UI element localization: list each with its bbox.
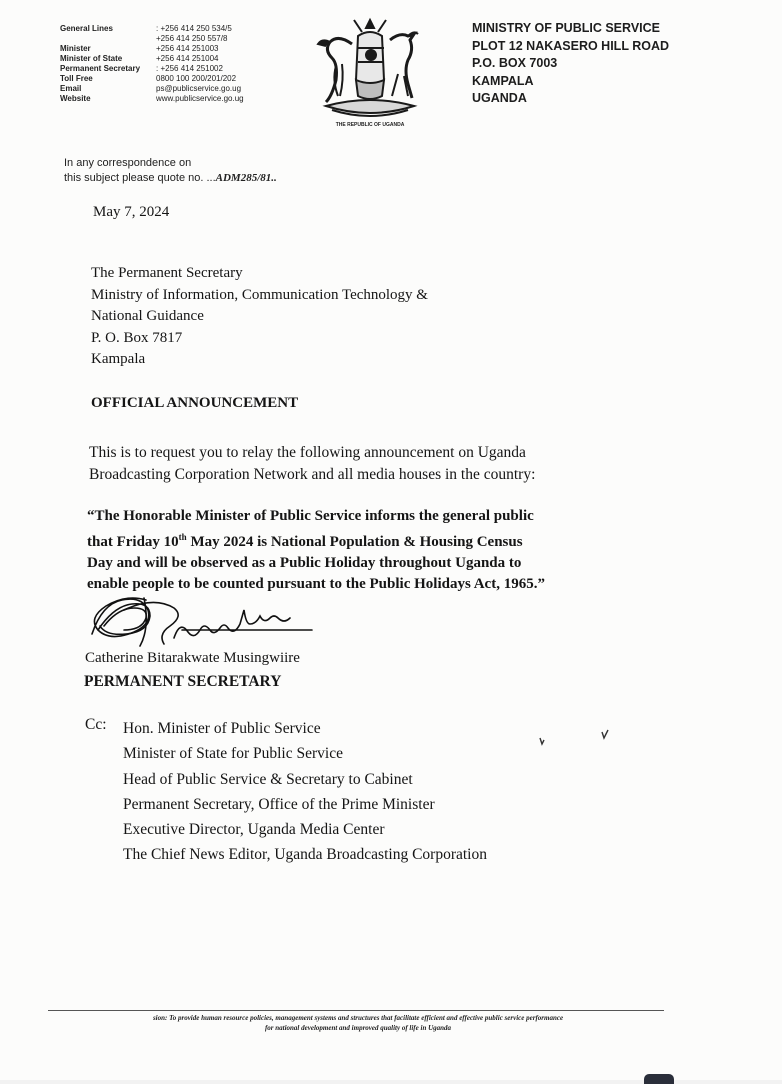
cc-label: Cc: — [85, 716, 107, 733]
quote-line: that Friday 10th May 2024 is National Population & Housing Census — [87, 532, 523, 550]
check-mark-icon — [536, 728, 616, 748]
recipient-line: National Guidance — [91, 308, 204, 324]
handwritten-signature — [84, 590, 324, 652]
ministry-address — [472, 20, 669, 108]
cc-list — [123, 716, 487, 868]
request-line: This is to request you to relay the following announcement on Uganda — [89, 444, 526, 461]
request-line: Broadcasting Corporation Network and all media houses in the country: — [89, 466, 536, 483]
address-line: PLOT 12 NAKASERO HILL ROAD — [472, 38, 670, 53]
recipient-line: Kampala — [91, 351, 146, 367]
contact-row: Minister +256 414 251003 — [60, 44, 219, 53]
request-paragraph — [89, 442, 649, 486]
crest-caption: THE REPUBLIC OF UGANDA — [335, 122, 405, 128]
uganda-coat-of-arms-icon — [312, 14, 428, 132]
footer-mission — [48, 1013, 668, 1033]
quote-line: Day and will be observed as a Public Holiday throughout Uganda to — [87, 555, 522, 571]
contact-row: Website www.publicservice.go.ug — [60, 94, 244, 103]
recipient-line: Ministry of Information, Communication Technology & — [91, 286, 428, 303]
contact-row: General Lines : +256 414 250 534/5 — [60, 24, 232, 33]
letter-date: May 7, 2024 — [93, 204, 170, 220]
contact-row: +256 414 250 557/8 — [156, 34, 228, 43]
recipient-line: P. O. Box 7817 — [91, 329, 183, 346]
quote-line: “The Honorable Minister of Public Service informs the general public — [87, 508, 534, 524]
address-line: MINISTRY OF PUBLIC SERVICE — [472, 21, 660, 35]
contact-row: Email ps@publicservice.go.ug — [60, 84, 242, 93]
recipient-line: The Permanent Secretary — [91, 265, 243, 281]
reference-block — [64, 156, 277, 186]
quote-line: enable people to be counted pursuant to the Public Holidays Act, 1965.” — [87, 576, 545, 592]
scan-edge-mark — [644, 1074, 674, 1084]
cc-item: Hon. Minister of Public Service — [123, 720, 321, 737]
contact-row: Toll Free 0800 100 200/201/202 — [60, 74, 237, 83]
footer-line: sion: To provide human resource policies, management systems and structures that facilitate efficient and effective public service performance — [152, 1014, 564, 1022]
footer-line: for national development and improved quality of life in Uganda — [264, 1024, 452, 1032]
cc-item: Executive Director, Uganda Media Center — [123, 821, 385, 839]
contact-row: Minister of State +256 414 251004 — [60, 54, 219, 63]
cc-item: Permanent Secretary, Office of the Prime Minister — [123, 795, 435, 813]
cc-item: The Chief News Editor, Uganda Broadcasting Corporation — [123, 846, 487, 864]
reference-number: ADM285/81.. — [215, 172, 277, 184]
reference-line: this subject please quote no. ...ADM285/81.. — [64, 172, 277, 184]
signer-name: Catherine Bitarakwate Musingwiire — [85, 650, 300, 666]
subject-heading: OFFICIAL ANNOUNCEMENT — [91, 395, 299, 411]
contact-block — [60, 24, 244, 104]
announcement-quote — [87, 506, 647, 595]
cc-item: Minister of State for Public Service — [123, 745, 343, 763]
footer-divider — [48, 1010, 664, 1011]
address-line: KAMPALA — [472, 73, 534, 88]
contact-row: Permanent Secretary : +256 414 251002 — [60, 64, 223, 73]
reference-line: In any correspondence on — [64, 157, 192, 169]
recipient-address — [91, 263, 428, 371]
signer-title: PERMANENT SECRETARY — [84, 673, 282, 690]
cc-item: Head of Public Service & Secretary to Cabinet — [123, 770, 413, 788]
address-line: UGANDA — [472, 91, 527, 105]
address-line: P.O. BOX 7003 — [472, 56, 558, 70]
